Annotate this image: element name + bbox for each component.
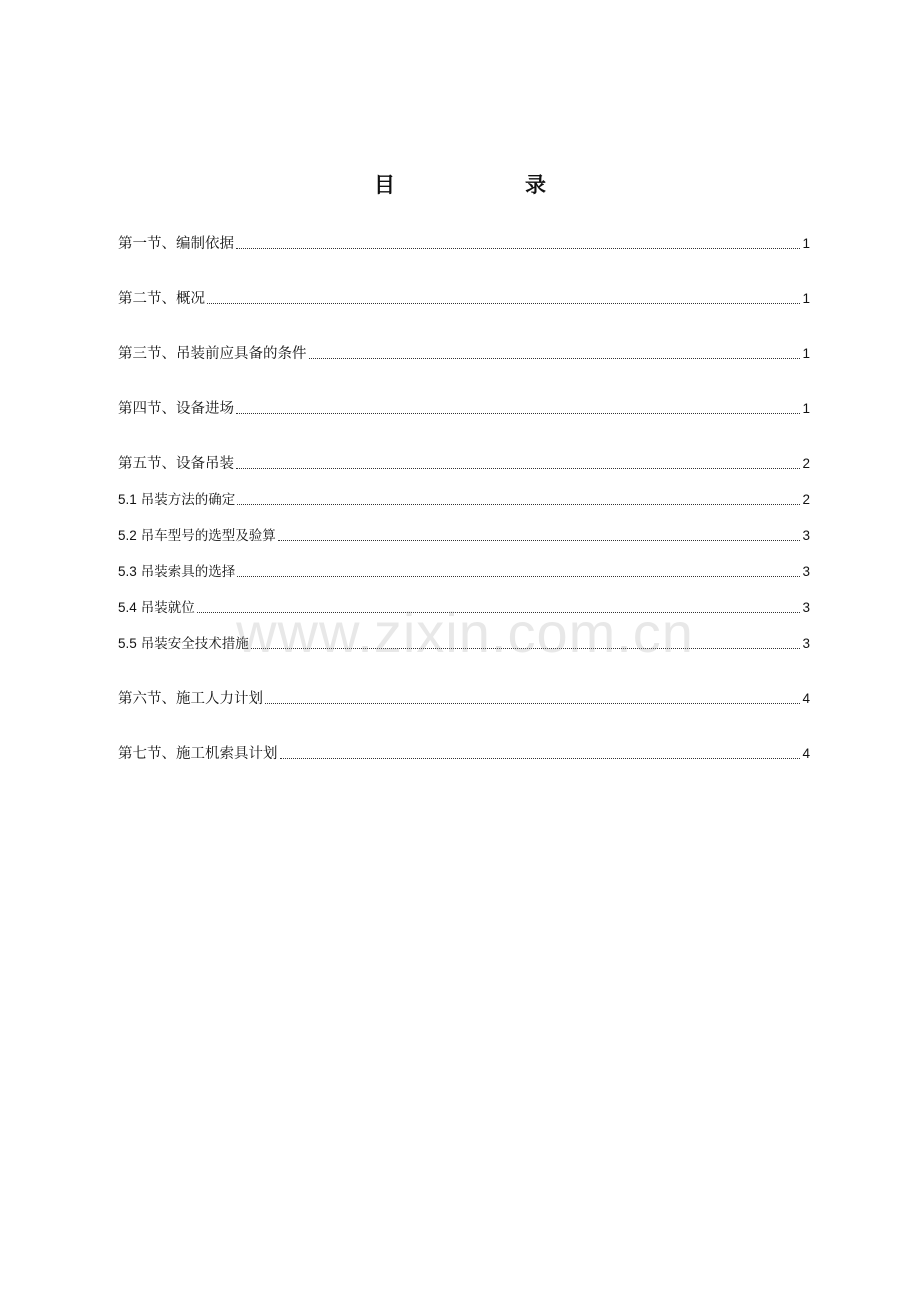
toc-entry-section-1[interactable] [118,233,810,255]
dot-leader [237,576,800,577]
toc-entry-5-5[interactable] [118,633,810,655]
dot-leader [236,248,800,249]
dot-leader [265,703,800,704]
toc-page-number: 3 [802,600,810,615]
toc-entry-number: 5.5 [118,636,137,651]
toc-entry-text: 第三节、吊装前应具备的条件 [118,346,307,362]
toc-page-number: 1 [802,401,810,416]
dot-leader [251,648,801,649]
toc-entry-number: 5.2 [118,528,137,543]
toc-entry-label [118,489,235,511]
toc-page-number: 2 [802,456,810,471]
toc-entry-label [118,288,205,310]
toc-entry-label [118,525,276,547]
toc-page-number: 4 [802,746,810,761]
dot-leader [278,540,801,541]
toc-entry-section-7[interactable] [118,743,810,765]
toc-entry-text: 第五节、设备吊装 [118,456,234,472]
toc-page-number: 3 [802,528,810,543]
toc-page-number: 1 [802,291,810,306]
dot-leader [197,612,801,613]
toc-entry-number: 5.3 [118,564,137,579]
toc-entry-text: 第六节、施工人力计划 [118,691,263,707]
toc-entry-label [118,398,234,420]
toc-page-number: 4 [802,691,810,706]
toc-entry-section-6[interactable] [118,688,810,710]
toc-entry-text: 吊装方法的确定 [140,492,236,508]
toc-entry-text: 第一节、编制依据 [118,236,234,252]
toc-entry-label [118,688,263,710]
toc-page-number: 1 [802,346,810,361]
toc-entry-label [118,343,307,365]
toc-heading-char-2: 录 [525,172,546,197]
toc-page-number: 1 [802,236,810,251]
toc-entry-section-5[interactable] [118,453,810,475]
toc-entry-label [118,743,278,765]
toc-entry-label [118,597,195,619]
toc-entry-section-4[interactable] [118,398,810,420]
toc-entry-5-1[interactable] [118,489,810,511]
toc-heading-char-1: 目 [374,172,395,197]
toc-entry-label [118,561,235,583]
toc-entry-5-2[interactable] [118,525,810,547]
toc-page-number: 3 [802,564,810,579]
toc-page-number: 3 [802,636,810,651]
toc-entry-number: 5.1 [118,492,137,507]
toc-entry-text: 第七节、施工机索具计划 [118,746,278,762]
toc-entry-text: 第四节、设备进场 [118,401,234,417]
toc-entry-section-2[interactable] [118,288,810,310]
toc-entry-number: 5.4 [118,600,137,615]
toc-entry-label [118,633,249,655]
toc-entry-text: 吊装索具的选择 [140,564,236,580]
dot-leader [280,758,801,759]
toc-page-number: 2 [802,492,810,507]
toc-entry-label [118,233,234,255]
toc-heading [0,170,920,200]
toc-entry-label [118,453,234,475]
toc-entry-text: 吊装就位 [140,600,195,616]
toc-entry-5-4[interactable] [118,597,810,619]
dot-leader [236,468,800,469]
watermark: www.zixin.com.cn [236,601,694,664]
toc-entry-text: 第二节、概况 [118,291,205,307]
toc-entry-5-3[interactable] [118,561,810,583]
dot-leader [236,413,800,414]
toc-entry-section-3[interactable] [118,343,810,365]
dot-leader [309,358,801,359]
toc-entry-text: 吊车型号的选型及验算 [140,528,276,544]
dot-leader [237,504,800,505]
dot-leader [207,303,800,304]
toc-entry-text: 吊装安全技术措施 [140,636,249,652]
